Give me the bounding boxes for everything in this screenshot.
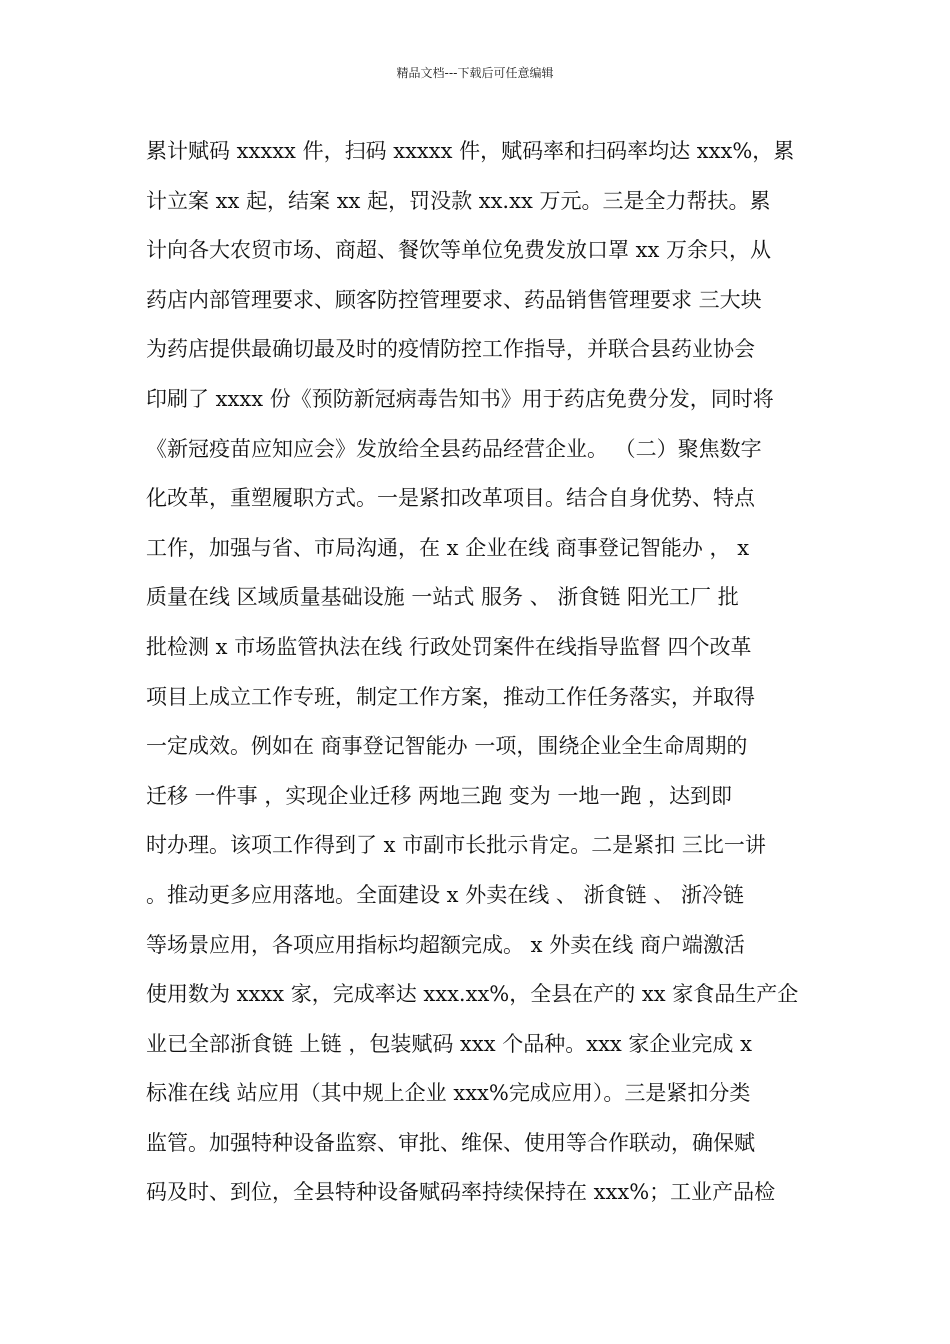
text-line: 累计赋码 xxxxx 件，扫码 xxxxx 件，赋码率和扫码率均达 xxx%，累 <box>146 139 795 163</box>
text-line: 工作，加强与省、市局沟通，在 x 企业在线 商事登记智能办 ， x <box>146 535 750 560</box>
text-line: 《新冠疫苗应知应会》发放给全县药品经营企业。 （二）聚焦数字 <box>146 436 762 461</box>
text-line: 码及时、到位，全县特种设备赋码率持续保持在 xxx%；工业产品检 <box>146 1180 776 1205</box>
text-line: 质量在线 区域质量基础设施 一站式 服务 、 浙食链 阳光工厂 批 <box>146 585 739 610</box>
text-line: 标准在线 站应用（其中规上企业 xxx%完成应用）。三是紧扣分类 <box>146 1081 751 1106</box>
text-line: 药店内部管理要求、顾客防控管理要求、药品销售管理要求 三大块 <box>146 287 762 312</box>
text-line: 。推动更多应用落地。全面建设 x 外卖在线 、 浙食链 、 浙冷链 <box>146 882 744 907</box>
text-line: 时办理。该项工作得到了 x 市副市长批示肯定。二是紧扣 三比一讲 <box>146 833 766 858</box>
text-line: 迁移 一件事 ，实现企业迁移 两地三跑 变为 一地一跑 ，达到即 <box>146 783 733 808</box>
text-line: 印刷了 xxxx 份《预防新冠病毒告知书》用于药店免费分发，同时将 <box>146 386 774 411</box>
body-text <box>146 131 810 1222</box>
page-header: 精品文档---下载后可任意编辑 <box>396 66 554 80</box>
text-line: 计向各大农贸市场、商超、餐饮等单位免费发放口罩 xx 万余只，从 <box>146 238 772 263</box>
text-line: 批检测 x 市场监管执法在线 行政处罚案件在线指导监督 四个改革 <box>146 634 752 659</box>
text-line: 为药店提供最确切最及时的疫情防控工作指导，并联合县药业协会 <box>146 337 755 362</box>
text-line: 使用数为 xxxx 家，完成率达 xxx.xx%，全县在产的 xx 家食品生产企 <box>146 982 799 1007</box>
text-line: 业已全部浙食链 上链 ，包装赋码 xxx 个品种。xxx 家企业完成 x <box>146 1031 752 1056</box>
text-line: 一定成效。例如在 商事登记智能办 一项，围绕企业全生命周期的 <box>146 734 748 759</box>
text-line: 化改革，重塑履职方式。一是紧扣改革项目。结合自身优势、特点 <box>146 486 755 511</box>
text-line: 计立案 xx 起，结案 xx 起，罚没款 xx.xx 万元。三是全力帮扶。累 <box>146 188 771 213</box>
text-line: 等场景应用，各项应用指标均超额完成。 x 外卖在线 商户端激活 <box>146 932 745 957</box>
text-line: 项目上成立工作专班，制定工作方案，推动工作任务落实，并取得 <box>146 684 755 709</box>
text-line: 监管。加强特种设备监察、审批、维保、使用等合作联动，确保赋 <box>146 1130 755 1155</box>
